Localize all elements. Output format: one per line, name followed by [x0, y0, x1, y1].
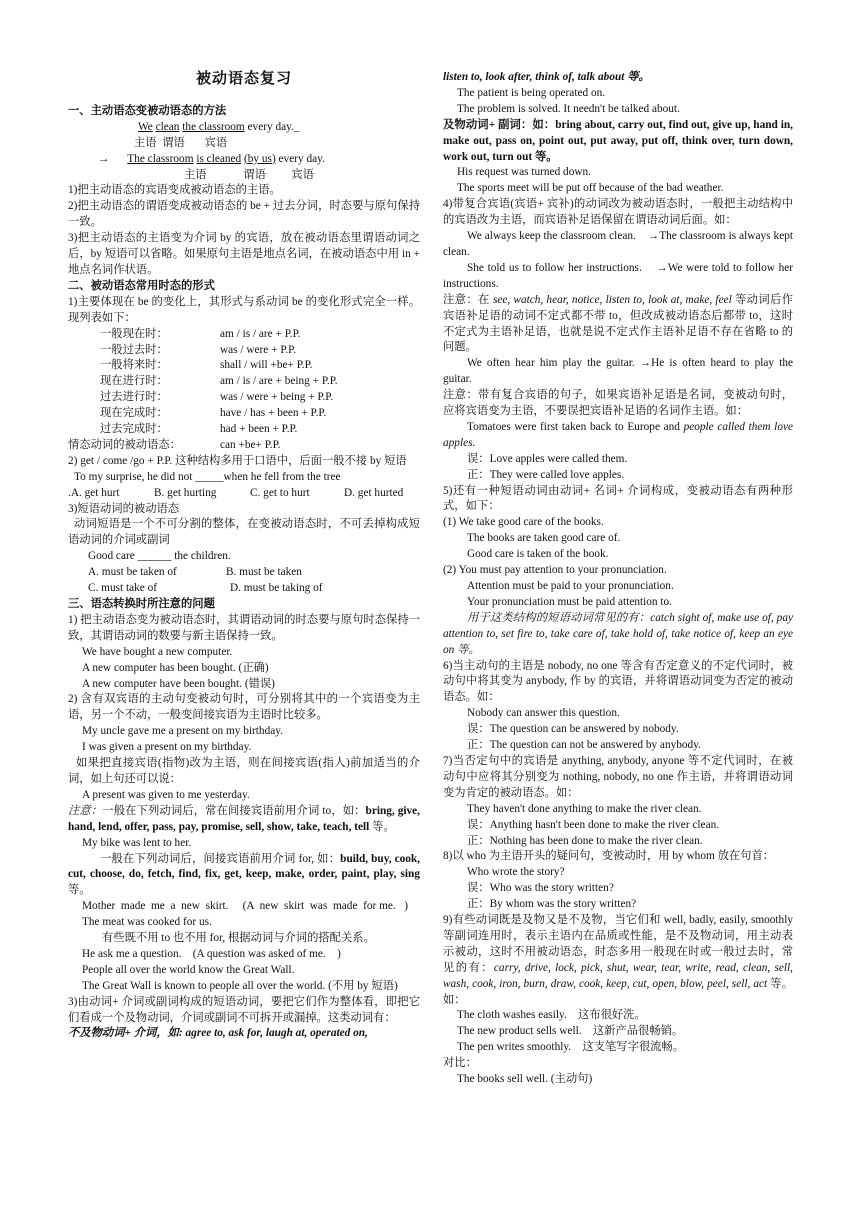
example-right: 正：They were called love apples. [467, 468, 625, 481]
example: The problem is solved. It needn't be talked about. [457, 102, 680, 115]
verb-list: listen to, look after, think of, talk about 等。 [443, 71, 650, 83]
example: I was given a present on my birthday. [82, 741, 252, 754]
paragraph: 6)当主动句的主语是 nobody, no one 等含有否定意义的不定代词时，被动句中将其变为 anybody, 作 by 的宾语，并将谓语动词变为否定的被动语态。如： [443, 659, 793, 704]
paragraph: 2) 含有双宾语的主动句变被动句时，可分别将其中的一个宾语变为主语，另一个不动，一般变间接宾语为主语时比较多。 [68, 693, 420, 722]
paragraph: 8)以 who 为主语开头的疑问句，变被动时，用 by whom 放在句首： [443, 850, 775, 863]
note: 一般在下列动词后，间接宾语前用介词 for, 如：build, buy, cook, cut, choose, do, fetch, find, fix, get, keep, make, order, paint, play, sing 等。 [68, 852, 420, 897]
example-roles: 主语 谓语 宾语 [184, 168, 314, 181]
example: A new computer have been bought. (错误) [82, 677, 275, 690]
example: Your pronunciation must be paid attention to. [467, 595, 672, 608]
example: They haven't done anything to make the river clean. [467, 802, 702, 815]
note: 用于这类结构的短语动词常见的有：catch sight of, make use of, pay attention to, set fire to, take care of, take hold of, take notice of, keep an eye on 等。 [443, 611, 793, 656]
tense-row: 一般过去时： was / were + P.P. [100, 343, 297, 356]
note: 注意：带有复合宾语的句子，如果宾语补足语是名词，变被动句时，应将宾语变为主语，不要误把宾语补足语的名词作主语。如： [443, 389, 793, 418]
example: The patient is being operated on. [457, 86, 606, 99]
paragraph: 9)有些动词既是及物又是不及物，当它们和 well, badly, easily, smoothly 等副词连用时，表示主语内在品质或性能，是不及物动词，用主动表示被动，这时不用被动语态，时态多用一般现在时或一般过去时，常见的有：carry, drive, lock, pick, shut, wear, tear, write, read, clean, sell, wash, cook, iron, burn, draw, cook, keep, cut, open, blow, peel, sell, act 等。如： [443, 914, 793, 1006]
example: (2) You must pay attention to your pronunciation. [443, 564, 667, 577]
right-column [443, 70, 793, 1088]
example: We have bought a new computer. [82, 645, 233, 658]
example-active: We clean the classroom every day._ [138, 120, 300, 133]
example: The books are taken good care of. [467, 532, 621, 545]
paragraph: 2) get / come /go + P.P. 这种结构多用于口语中，后面一般不接 by 短语 [68, 454, 407, 467]
note: 有些既不用 to 也不用 for, 根据动词与介词的搭配关系。 [102, 932, 375, 945]
tense-row: 过去完成时： had + been + P.P. [100, 423, 298, 436]
example-right: 正：By whom was the story written? [467, 898, 637, 911]
section-heading: 三、语态转换时所注意的问题 [68, 598, 215, 610]
example-wrong: 误：Who was the story written? [467, 882, 614, 895]
example: The meat was cooked for us. [82, 916, 212, 929]
example: (1) We take good care of the books. [443, 516, 604, 529]
example: Attention must be paid to your pronunciation. [467, 580, 674, 592]
example: Tomatoes were first taken back to Europe and people called them love apples. [443, 420, 793, 449]
paragraph: 如果把直接宾语(指物)改为主语，则在间接宾语(指人)前加适当的介词，如上句还可以说： [68, 757, 420, 785]
example: My bike was lent to her. [82, 836, 192, 849]
paragraph: 5)还有一种短语动词由动词+ 名词+ 介词构成，变被动语态有两种形式，如下： [443, 484, 793, 513]
paragraph: 3)由动词+ 介词或副词构成的短语动词，要把它们作为整体看，即把它们看成一个及物动词，介词或副词不可拆开或漏掉。这类动词有： [68, 995, 420, 1024]
example: The books sell well. (主动句) [457, 1073, 593, 1086]
example: His request was turned down. [457, 166, 591, 179]
paragraph: 4)带复合宾语(宾语+ 宾补)的动词改为被动语态时，一般把主动结构中的宾语改为主语，而宾语补足语保留在谓语动词后面。如： [443, 198, 793, 227]
paragraph: 1)把主动语态的宾语变成被动语态的主语。 [68, 184, 281, 197]
question: To my surprise, he did not _____when he fell from the tree [74, 470, 341, 483]
example: He ask me a question. (A question was asked of me. ) [82, 947, 341, 960]
question: Good care ______ the children. [88, 550, 231, 563]
example: The pen writes smoothly. 这支笔写字很流畅。 [457, 1041, 685, 1054]
example: She told us to follow her instructions. →We were told to follow her instructions. [443, 261, 793, 290]
example: Nobody can answer this question. [467, 707, 620, 720]
example: A present was given to me yesterday. [82, 788, 250, 801]
example-wrong: 误：The question can be answered by nobody. [467, 723, 679, 736]
example-right: 正：Nothing has been done to make the river clean. [467, 834, 703, 847]
example: We always keep the classroom clean. →The classroom is always kept clean. [443, 230, 793, 258]
tense-row: 情态动词的被动语态： can +be+ P.P. [68, 438, 281, 451]
paragraph: 2)把主动语态的谓语变成被动语态的 be + 过去分词，时态要与原句保持一致。 [68, 200, 420, 229]
example: My uncle gave me a present on my birthday. [82, 725, 283, 738]
paragraph: 7)当否定句中的宾语是 anything, anybody, anyone 等不定代词时，在被动句中应将其分别变为 nothing, nobody, no one 作主语，并将谓语动词变为肯定的被动语态。如： [443, 754, 793, 799]
paragraph: 动词短语是一个不可分割的整体，在变被动语态时，不可丢掉构成短语动词的介词或副词 [68, 518, 420, 547]
note: 注意：在 see, watch, hear, notice, listen to, look at, make, feel 等动词后作宾语补足语的动词不定式都不带 to，但改成被动语态后都带 to，这时不定式为主语补足语，也就是说不定式作主语补足语不存在省略 to 的问题。 [443, 293, 793, 354]
example: We often hear him play the guitar. →He is often heard to play the guitar. [443, 357, 793, 386]
tense-row: 一般现在时： am / is / are + P.P. [100, 327, 301, 340]
example-wrong: 误：Anything hasn't been done to make the river clean. [467, 818, 720, 831]
paragraph: 3)把主动语态的主语变为介词 by 的宾语，放在被动语态里谓语动词之后，by 短语可以省略。如果原句主语是地点名词，在被动语态中用 in + 地点名词作状语。 [68, 232, 420, 276]
example: People all over the world know the Great Wall. [82, 963, 295, 976]
example: Good care is taken of the book. [467, 548, 609, 561]
example-roles: 主语 谓语 宾语 [134, 136, 228, 149]
example: The cloth washes easily. 这布很好洗。 [457, 1009, 646, 1022]
verb-list: 不及物动词+ 介词，如: agree to, ask for, laugh at, operated on, [68, 1027, 368, 1040]
page-title: 被动语态复习 [195, 71, 292, 87]
note: 注意：一般在下列动词后，常在间接宾语前用介词 to，如：bring, give, hand, lend, offer, pass, pay, promise, sell, show, take, teach, tell 等。 [68, 804, 420, 833]
example: The sports meet will be put off because of the bad weather. [457, 182, 724, 195]
example-passive: → The classroom is cleaned (by us) every day. [98, 152, 325, 165]
section-heading: 二、被动语态常用时态的形式 [68, 279, 215, 292]
label: 对比： [443, 1057, 477, 1070]
subheading: 3)短语动词的被动语态 [68, 502, 180, 515]
options: C. must take of D. must be taking of [88, 582, 323, 595]
paragraph: 1) 把主动语态变为被动语态时，其谓语动词的时态要与原句时态保持一致，其谓语动词的数要与新主语保持一致。 [68, 613, 420, 642]
options: .A. get hurt B. get hurting C. get to hurt D. get hurted [68, 486, 404, 499]
left-column [68, 70, 420, 1042]
verb-list: 及物动词+ 副词：如：bring about, carry out, find out, give up, hand in, make out, pass on, point out, put away, put off, think over, turn down, work out, turn out 等。 [443, 118, 793, 163]
example: The Great Wall is known to people all over the world. (不用 by 短语) [82, 979, 398, 992]
example: Mother made me a new skirt. (A new skirt was made for me. ) [82, 900, 408, 913]
example: A new computer has been bought. (正确) [82, 661, 269, 674]
tense-row: 现在完成时： have / has + been + P.P. [100, 407, 327, 420]
example-right: 正：The question can not be answered by anybody. [467, 739, 701, 752]
tense-table [68, 327, 420, 454]
paragraph: 1)主要体现在 be 的变化上，其形式与系动词 be 的变化形式完全一样。现列表如下： [68, 295, 420, 324]
section-heading: 一、主动语态变被动语态的方法 [68, 104, 227, 117]
options: A. must be taken of B. must be taken [88, 566, 302, 579]
tense-row: 一般将来时： shall / will +be+ P.P. [100, 359, 313, 372]
example: The new product sells well. 这新产品很畅销。 [457, 1025, 684, 1038]
tense-row: 现在进行时： am / is / are + being + P.P. [100, 375, 338, 388]
tense-row: 过去进行时： was / were + being + P.P. [100, 391, 334, 404]
example-wrong: 误：Love apples were called them. [467, 452, 628, 465]
example: Who wrote the story? [467, 866, 565, 879]
